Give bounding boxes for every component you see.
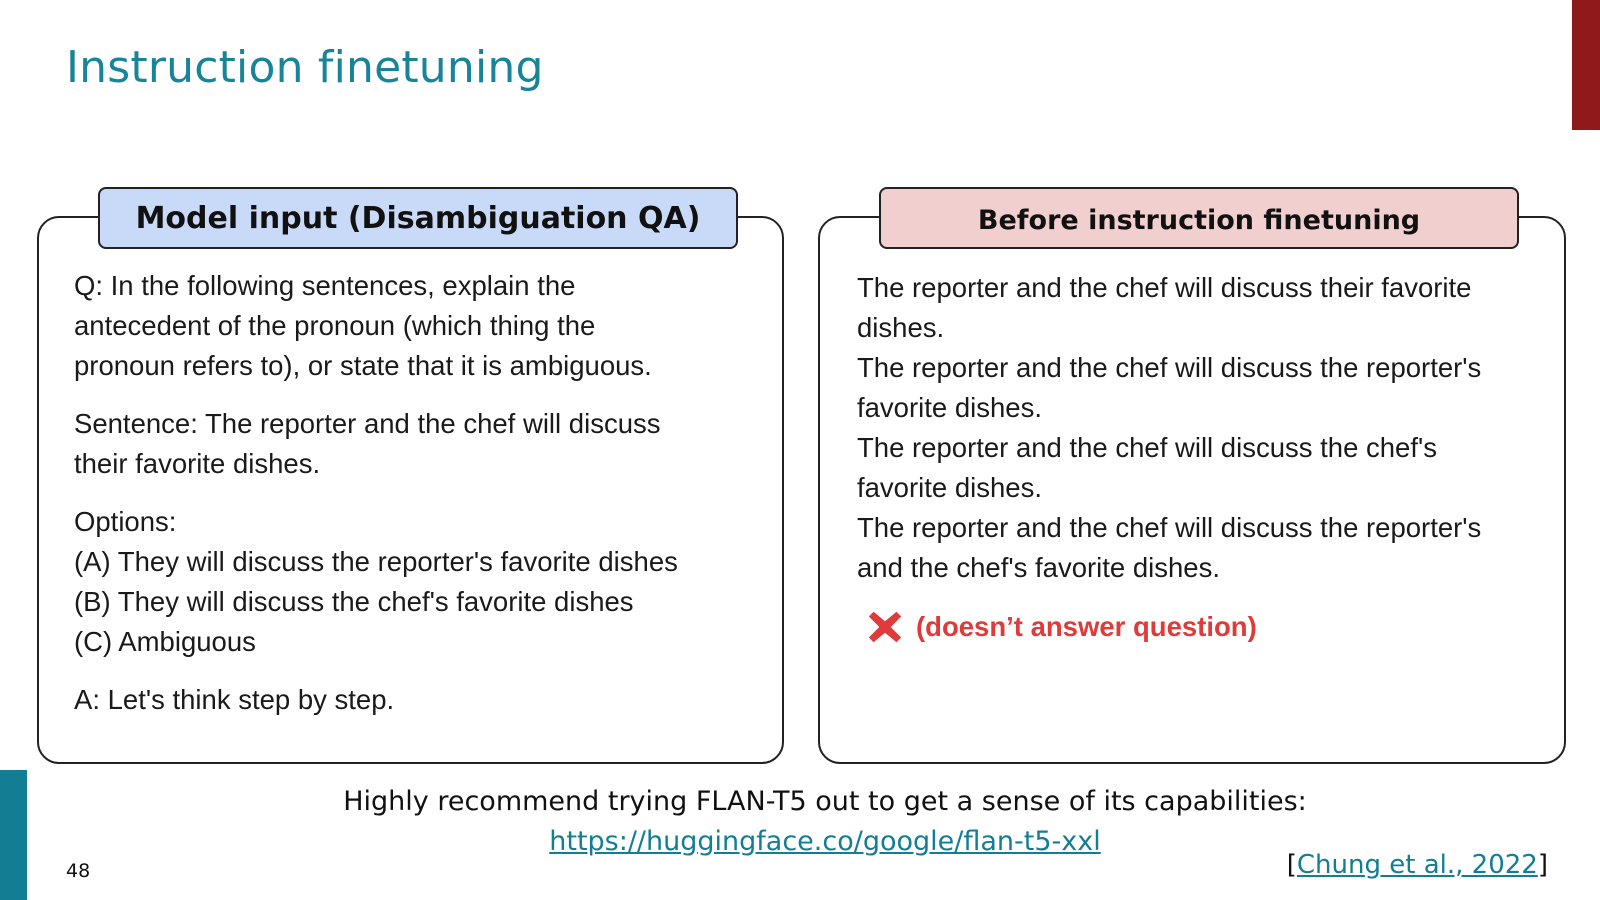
question-line: antecedent of the pronoun (which thing the	[74, 310, 596, 341]
options-label: Options:	[74, 506, 177, 537]
output-line: favorite dishes.	[857, 472, 1042, 503]
output-line: favorite dishes.	[857, 392, 1042, 423]
citation	[1287, 850, 1548, 880]
output-line: The reporter and the chef will discuss the chef's	[857, 432, 1437, 463]
slide-title: Instruction finetuning	[66, 42, 544, 93]
citation-bracket-close: ]	[1537, 850, 1548, 880]
output-line: dishes.	[857, 312, 945, 343]
sentence-line: Sentence: The reporter and the chef will discuss	[74, 408, 661, 439]
model-input-header: Model input (Disambiguation QA)	[98, 187, 738, 249]
citation-bracket-open: [	[1286, 850, 1297, 880]
output-line: and the chef's favorite dishes.	[857, 552, 1220, 583]
page-number: 48	[66, 860, 91, 882]
top-right-accent-bar	[1572, 0, 1600, 130]
sentence-line: their favorite dishes.	[74, 448, 321, 479]
output-line: The reporter and the chef will discuss their favorite	[857, 272, 1472, 303]
option-a: (A) They will discuss the reporter's favorite dishes	[74, 546, 678, 577]
before-finetuning-header: Before instruction finetuning	[879, 187, 1519, 249]
model-input-text	[74, 266, 678, 720]
option-b: (B) They will discuss the chef's favorite dishes	[74, 586, 634, 617]
verdict	[866, 608, 1257, 646]
output-line: The reporter and the chef will discuss the reporter's	[857, 352, 1482, 383]
output-line: The reporter and the chef will discuss the reporter's	[857, 512, 1482, 543]
citation-link[interactable]: Chung et al., 2022	[1296, 850, 1538, 880]
flan-t5-link[interactable]: https://huggingface.co/google/flan-t5-xxl	[549, 826, 1101, 857]
option-c: (C) Ambiguous	[74, 626, 256, 657]
answer-prompt: A: Let's think step by step.	[74, 684, 395, 715]
cross-mark-icon	[866, 608, 904, 646]
question-line: pronoun refers to), or state that it is ambiguous.	[74, 350, 652, 381]
footer-note: Highly recommend trying FLAN-T5 out to get a sense of its capabilities:	[343, 786, 1307, 817]
model-output-text	[857, 268, 1481, 588]
question-line: Q: In the following sentences, explain the	[74, 270, 576, 301]
verdict-text: (doesn’t answer question)	[916, 611, 1257, 642]
